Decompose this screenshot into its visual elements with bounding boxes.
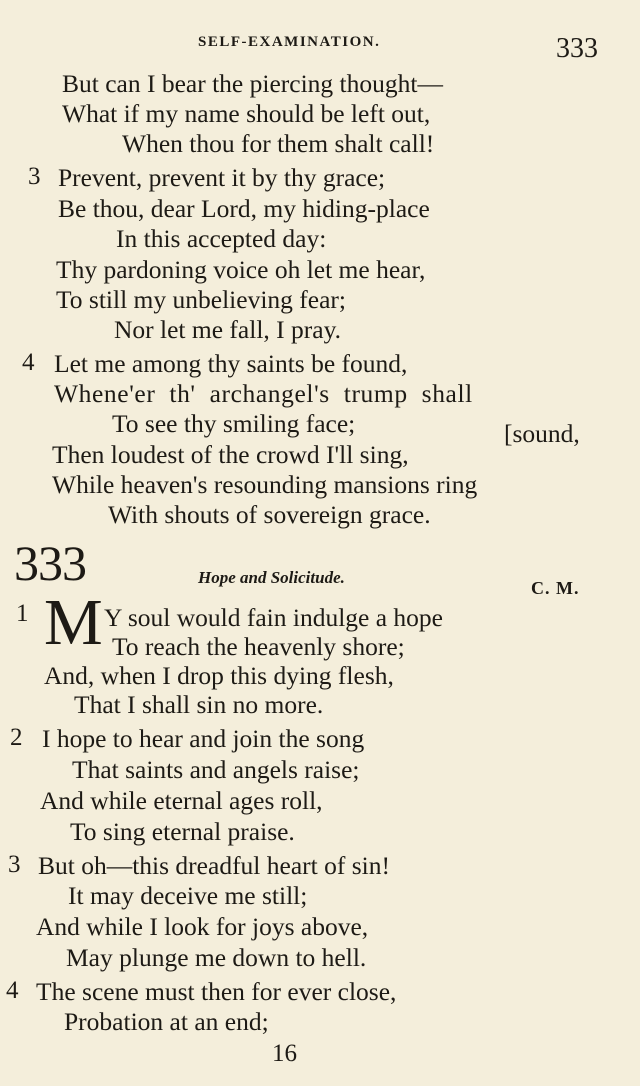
running-title: SELF-EXAMINATION. bbox=[198, 34, 381, 50]
hymn-line: When thou for them shalt call! bbox=[122, 129, 435, 158]
hymn-line: Thy pardoning voice oh let me hear, bbox=[56, 255, 426, 284]
stanza-number: 2 bbox=[10, 724, 23, 751]
hymn-line: With shouts of sovereign grace. bbox=[108, 500, 431, 529]
hymn-line: To still my unbelieving fear; bbox=[56, 285, 346, 314]
hymn-line: The scene must then for ever close, bbox=[36, 977, 397, 1006]
hymn-line: Then loudest of the crowd I'll sing, bbox=[52, 440, 409, 469]
hymn-line: May plunge me down to hell. bbox=[66, 943, 367, 972]
stanza-number: 3 bbox=[8, 851, 21, 878]
stanza-number: 4 bbox=[6, 977, 19, 1004]
hymn-line: I hope to hear and join the song bbox=[42, 724, 365, 753]
hymn-line: Let me among thy saints be found, bbox=[54, 349, 408, 378]
hymn-meter: C. M. bbox=[531, 578, 580, 598]
signature-mark: 16 bbox=[272, 1040, 297, 1067]
hymn-line: What if my name should be left out, bbox=[62, 99, 431, 128]
verse-number: 4 bbox=[22, 349, 35, 376]
hymn-line: To see thy smiling face; bbox=[112, 409, 356, 438]
hymn-line: Whene'er th' archangel's trump shall bbox=[54, 379, 473, 408]
hymn-line: And, when I drop this dying flesh, bbox=[44, 661, 394, 690]
hymn-subtitle: Hope and Solicitude. bbox=[198, 568, 345, 587]
stanza-number: 1 bbox=[16, 600, 29, 627]
hymn-line: But can I bear the piercing thought— bbox=[62, 69, 443, 98]
hymn-line-turnover: [sound, bbox=[504, 419, 580, 448]
hymn-line: In this accepted day: bbox=[116, 224, 327, 253]
hymn-line: Be thou, dear Lord, my hiding-place bbox=[58, 194, 430, 223]
hymn-line: And while eternal ages roll, bbox=[40, 786, 323, 815]
hymn-line: To sing eternal praise. bbox=[70, 817, 295, 846]
hymn-line: Probation at an end; bbox=[64, 1007, 269, 1036]
drop-cap: M bbox=[44, 586, 103, 659]
hymn-line: While heaven's resounding mansions ring bbox=[52, 470, 478, 499]
hymn-line: But oh—this dreadful heart of sin! bbox=[38, 851, 390, 880]
hymn-number: 333 bbox=[14, 535, 86, 591]
hymn-line: That saints and angels raise; bbox=[72, 755, 360, 784]
page-number: 333 bbox=[556, 33, 598, 64]
hymn-line: And while I look for joys above, bbox=[36, 912, 369, 941]
hymn-line: Prevent, prevent it by thy grace; bbox=[58, 163, 386, 192]
hymn-line: That I shall sin no more. bbox=[74, 690, 324, 719]
hymn-line: Y soul would fain indulge a hope bbox=[104, 603, 443, 632]
verse-number: 3 bbox=[28, 163, 41, 190]
hymn-line: Nor let me fall, I pray. bbox=[114, 315, 342, 344]
hymn-line: It may deceive me still; bbox=[68, 881, 308, 910]
hymn-line: To reach the heavenly shore; bbox=[112, 632, 405, 661]
